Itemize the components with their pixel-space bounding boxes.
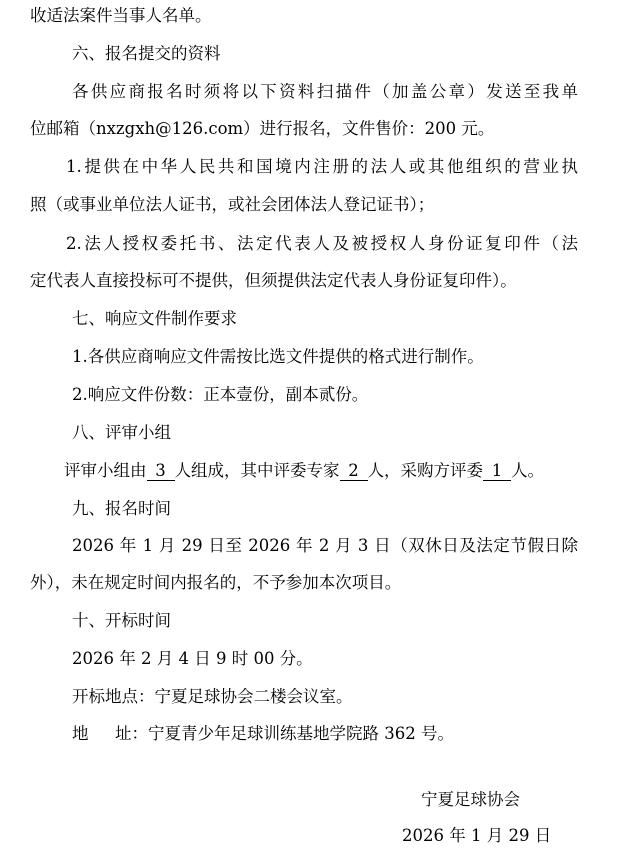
bid-opening-place: 开标地点：宁夏足球协会二楼会议室。 [72, 687, 353, 706]
list-item-line: 2.响应文件份数：正本壹份，副本贰份。 [72, 385, 369, 404]
bid-opening-time: 2026 年 2 月 4 日 9 时 00 分。 [72, 649, 313, 668]
paragraph-tail: 收适法案件当事人名单。 [30, 6, 212, 25]
section-heading-10: 十、开标时间 [72, 611, 171, 630]
paragraph-line: 2026 年 1 月 29 日至 2026 年 2 月 3 日（双休日及法定节假日除 [72, 536, 578, 555]
address-line [72, 724, 454, 744]
panel-composition-line [64, 461, 544, 481]
text-segment: 评审小组由 [64, 461, 147, 480]
text-segment: 人。 [511, 461, 544, 480]
section-heading-7: 七、响应文件制作要求 [72, 309, 237, 328]
paragraph-line: 位邮箱（nxzgxh@126.com）进行报名，文件售价：200 元。 [30, 119, 495, 138]
text-segment: 人组成，其中评委专家 [174, 461, 340, 480]
paragraph-line: 各供应商报名时须将以下资料扫描件（加盖公章）发送至我单 [72, 82, 578, 101]
address-label-part: 地 [72, 724, 89, 743]
list-item-line: 1.各供应商响应文件需按比选文件提供的格式进行制作。 [72, 347, 484, 366]
underlined-number: 2 [340, 462, 368, 481]
text-segment: 人，采购方评委 [367, 461, 483, 480]
signature-date: 2026 年 1 月 29 日 [402, 826, 552, 845]
signature-organization: 宁夏足球协会 [421, 790, 520, 809]
underlined-number: 3 [147, 462, 175, 481]
section-heading-6: 六、报名提交的资料 [72, 44, 221, 63]
address-value: 宁夏青少年足球训练基地学院路 362 号。 [148, 724, 454, 743]
address-label-part: 址： [115, 724, 148, 743]
list-item-line: 照（或事业单位法人证书，或社会团体法人登记证书）； [30, 195, 435, 214]
section-heading-8: 八、评审小组 [72, 423, 171, 442]
section-heading-9: 九、报名时间 [72, 499, 171, 518]
list-item-line: 定代表人直接投标可不提供，但须提供法定代表人身份证复印件）。 [30, 271, 517, 290]
list-item-line: 2.法人授权委托书、法定代表人及被授权人身份证复印件（法 [66, 234, 578, 253]
paragraph-line: 外），未在规定时间内报名的，不予参加本次项目。 [30, 573, 402, 592]
list-item-line: 1.提供在中华人民共和国境内注册的法人或其他组织的营业执 [66, 157, 578, 176]
underlined-number: 1 [483, 462, 511, 481]
